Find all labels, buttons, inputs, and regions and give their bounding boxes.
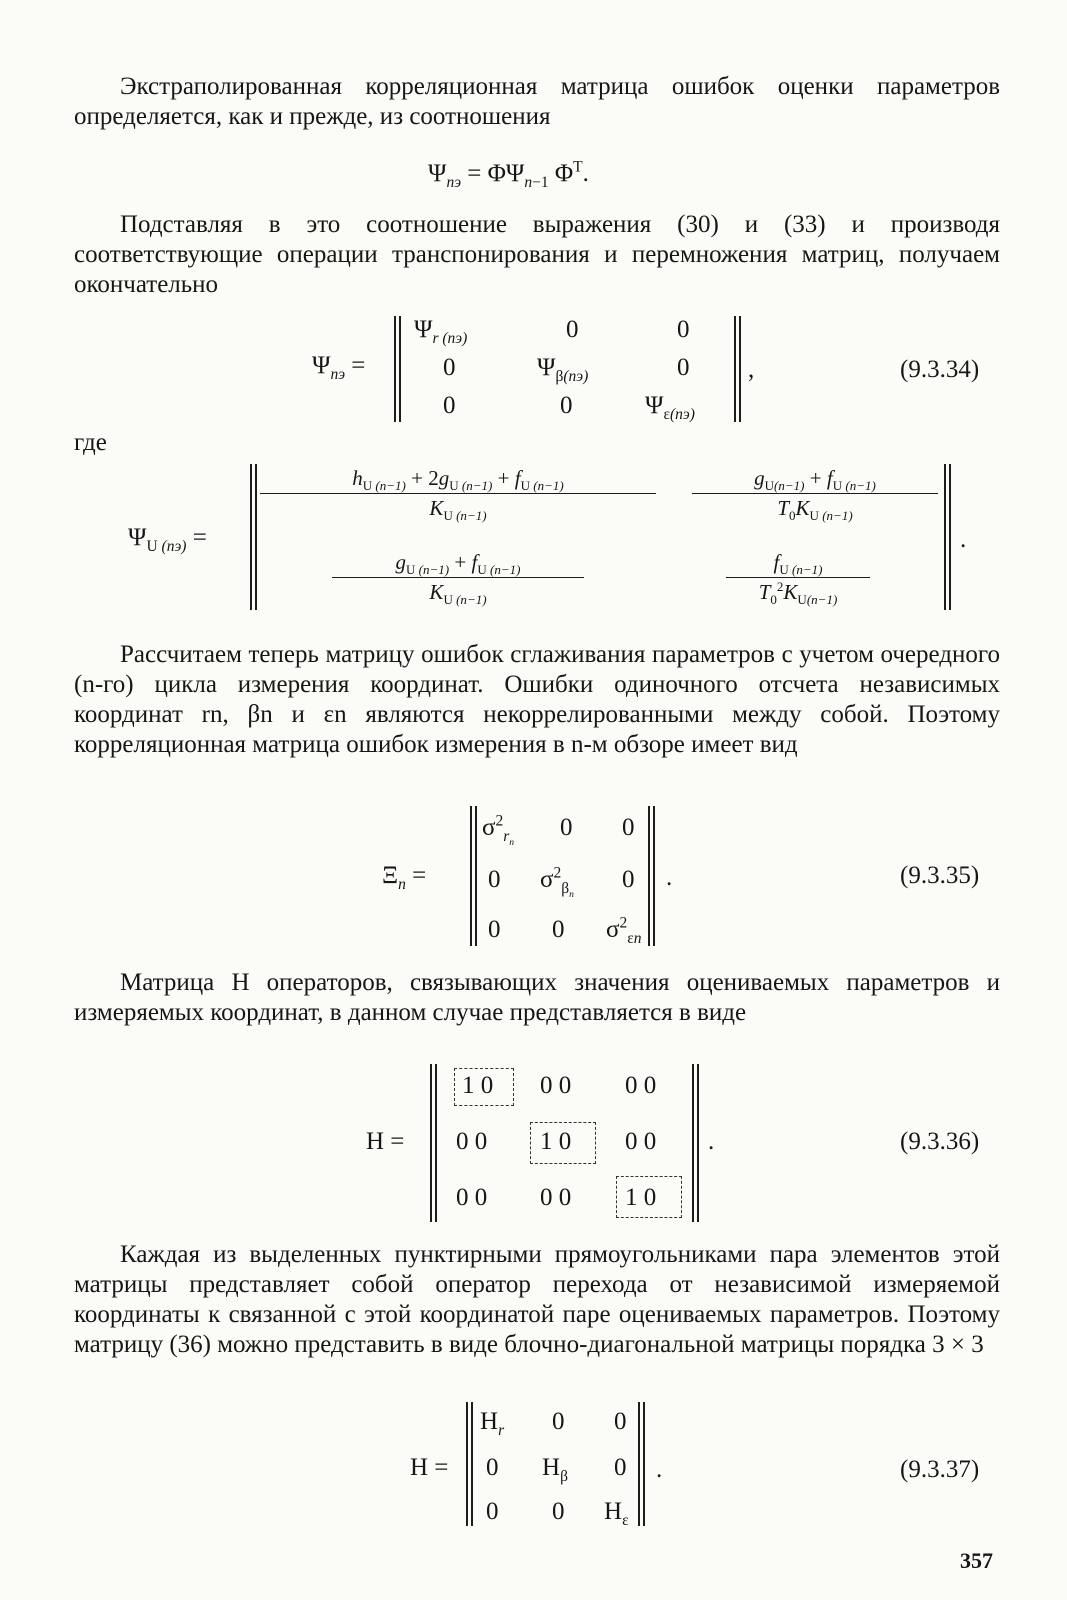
paragraph-4 xyxy=(74,640,1000,760)
paragraph-4-text: Рассчитаем теперь матрицу ошибок сглаживания параметров с учетом очередного (n-го) цикла измерения координат. Ошибки одиночного отсчета независимых координат rn, βn и εn являются некоррелированными между собой. Поэтому корреляционная матрица ошибок измерения в n-м обзоре имеет вид xyxy=(74,641,1000,758)
equation-number-36: (9.3.36) xyxy=(900,1128,980,1155)
where-label xyxy=(74,428,1000,458)
matrix-bar-left xyxy=(430,1064,437,1222)
matrix-bar-left xyxy=(470,806,477,946)
matrix-bar-right xyxy=(734,316,741,422)
matrix-bar-left xyxy=(250,464,257,610)
equation-number-34: (9.3.34) xyxy=(900,356,980,383)
document-page: Экстраполированная корреляционная матрица ошибок оценки параметров определяется, как и прежде, из соотношения $\Psi_{nэ} = \Phi\Psi_{n-1}$ $\Phi^T$. Подставляя в это соотношение выражения (30) и (33) и производя соответствующие операции транспонирования и перемножения матриц, получаем окончательно $\Psi_{nэ}$ = $\Psi_{r (nэ)}$ 0 0 0 $\Psi_{\beta(nэ)}$ 0 0 0 $\Psi_{\varepsilon(nэ)}$ , (9.3.34) где $\Psi_U$ $_{(nэ)}$ = $\frac{h_U _{(n-1)} + 2g_U _{(n-1)} + f_U _{(n-1)}}{K_U _{(n-1)}}$ $\frac{g_{U(n-1)} + f_U _{(n-1)}}{T_0K_U _{(n-1)}}$ $\frac{g_U _{(n-1)} + f_U _{(n-1)}}{K_U _{(n-1)}}$ $\frac{f_U _{(n-1)}}{T_0^2K_{U(n-1)}}$ . Рассчитаем теперь матрицу ошибок сглаживания параметров с учетом очередного (n-го) цикла измерения координат. Ошибки одиночного отсчета независимых координат rn, βn и εn являются некоррелированными между собой. Поэтому корреляционная матрица ошибок измерения в n-м обзоре имеет вид $\Xi_n$ = $\sigma^2_{r_n}$ 0 0 0 $\sigma^2_{\beta_n}$ 0 0 0 $\sigma^2_{\varepsilon n}$ . (9.3.35) Матрица H операторов, связывающих значения оцениваемых параметров и измеряемых координат, в данном случае представляется в виде H = 1 0 0 0 0 0 0 0 1 0 0 0 0 0 0 0 1 0 . (9.3.36) Каждая из выделенных пунктирными прямоугольниками пара элементов этой матрицы представляет собой оператор перехода от независимой измеряемой координаты к связанной с этой координатой паре оцениваемых параметров. Поэтому матрицу (36) можно представить в виде блочно-диагональной матрицы порядка 3 × 3 H = $H_r$ 0 0 0 $H_\beta$ 0 0 0 $H_\varepsilon$ . (9.3.37) 357 xyxy=(0,0,1067,1600)
equation-9-3-37: H = $H_r$ 0 0 0 $H_\beta$ 0 0 0 $H_\varepsilon$ . (9.3.37) xyxy=(0,1400,1067,1530)
paragraph-6-text: Каждая из выделенных пунктирными прямоугольниками пара элементов этой матрицы представляет собой оператор перехода от независимой измеряемой координаты к связанной с этой координатой паре оцениваемых параметров. Поэтому матрицу (36) можно представить в виде блочно-диагональной матрицы порядка 3 × 3 xyxy=(74,1241,1000,1358)
equation-9-3-35: $\Xi_n$ = $\sigma^2_{r_n}$ 0 0 0 $\sigma^2_{\beta_n}$ 0 0 0 $\sigma^2_{\varepsilon n}$ . (9.3.35) xyxy=(0,804,1067,950)
paragraph-1-text: Экстраполированная корреляционная матрица ошибок оценки параметров определяется, как и прежде, из соотношения xyxy=(74,73,1000,130)
equation-number-37: (9.3.37) xyxy=(900,1456,980,1483)
matrix-bar-right xyxy=(692,1064,699,1222)
paragraph-2 xyxy=(74,210,1000,300)
equation-9-3-36: H = 1 0 0 0 0 0 0 0 1 0 0 0 0 0 0 0 1 0 . (9.3.36) xyxy=(0,1062,1067,1224)
matrix-bar-left xyxy=(394,316,401,422)
equation-9-3-34: $\Psi_{nэ}$ = $\Psi_{r (nэ)}$ 0 0 0 $\Psi_{\beta(nэ)}$ 0 0 0 $\Psi_{\varepsilon(nэ)}$ , (9.3.34) xyxy=(312,316,980,423)
matrix-bar-right xyxy=(648,806,655,946)
paragraph-6 xyxy=(74,1240,1000,1360)
equation-psi-u: $\Psi_U$ $_{(nэ)}$ = $\frac{h_U _{(n-1)} + 2g_U _{(n-1)} + f_U _{(n-1)}}{K_U _{(n-1)}}$ $\frac{g_{U(n-1)} + f_U _{(n-1)}}{T_0K_U _{(n-1)}}$ $\frac{g_U _{(n-1)} + f_U _{(n-1)}}{K_U _{(n-1)}}$ $\frac{f_U _{(n-1)}}{T_0^2K_{U(n-1)}}$ . xyxy=(0,462,1067,612)
paragraph-2-text: Подставляя в это соотношение выражения (30) и (33) и производя соответствующие операции транспонирования и перемножения матриц, получаем окончательно xyxy=(74,211,1000,298)
matrix-bar-right xyxy=(638,1402,645,1526)
matrix-bar-left xyxy=(466,1402,473,1526)
matrix-bar-right xyxy=(944,464,951,610)
page-number: 357 xyxy=(960,1548,993,1573)
paragraph-5 xyxy=(74,968,1000,1028)
equation-number-35: (9.3.35) xyxy=(900,862,980,889)
paragraph-1 xyxy=(74,72,1000,132)
where-text: где xyxy=(74,429,107,456)
paragraph-5-text: Матрица H операторов, связывающих значения оцениваемых параметров и измеряемых координат, в данном случае представляется в виде xyxy=(74,969,1000,1026)
